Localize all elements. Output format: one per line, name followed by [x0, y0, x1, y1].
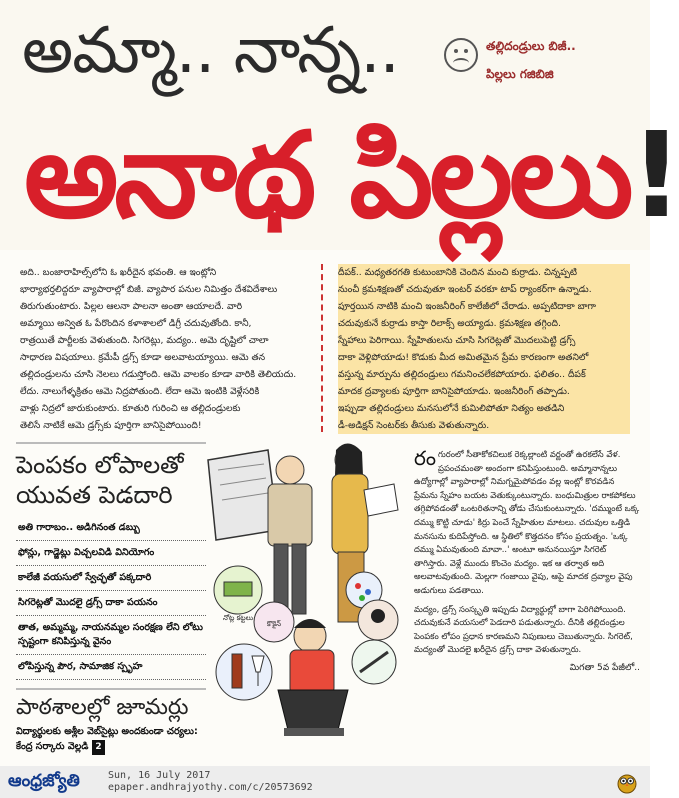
headline-line-1: అమ్మా.. నాన్న..: [22, 14, 399, 88]
intro-line: స్నేహాలు పెరిగాయి. స్నేహితులను చూసి సిగరెట్లతో మొదలుపెట్టి డ్రగ్స్: [338, 332, 630, 349]
headline-tagline: [486, 32, 646, 88]
tagline-line-1: తల్లిదండ్రులు బిజీ..: [486, 39, 576, 53]
narrative-para-2: మద్యం, డ్రగ్స్ సంస్కృతి ఇప్పుడు విద్యార్థుల్లో బాగా పెరిగిపోయింది. చదువుకునే వయసులో పెడదారి పడుతున్నారు. దీనికి తల్లిదండ్రుల పెంపకం లోపం ప్రధాన కారణమని నిపుణులు చెబుతున్నారు. సిగరెట్, మద్యంతో మొదలై ఖరీదైన డ్రగ్స్ దాకా వెళుతున్నారు.: [414, 603, 633, 655]
narrative-para-1: [414, 448, 640, 598]
intro-line: తెలిసే నాటికే ఆమె డ్రగ్స్‌కు పూర్తిగా బానిసైపోయింది!: [20, 420, 202, 431]
main-narrative: [414, 448, 640, 676]
intro-line: సాధారణ విషయాలు. క్రమేపీ డ్రగ్స్ కూడా అలవాటయ్యాయి. ఆమె తన: [20, 352, 266, 363]
schools-summary: [16, 724, 206, 755]
intro-line: నుంచీ క్రమశిక్షణతో చదువుతూ ఇంటర్ వరకూ టాప్ ర్యాంకర్‌గా ఉన్నాడు.: [338, 281, 630, 298]
intro-line: వాళ్లు నిద్రలో జారుకుంటారు. కూతురి గురించి ఆ తల్లిదండ్రులకు: [20, 403, 241, 414]
column-divider: [321, 264, 323, 432]
headline-banner: [0, 0, 679, 250]
sad-face-icon: [444, 38, 478, 72]
intro-right-column: [338, 264, 630, 434]
page-ref-badge[interactable]: 2: [92, 740, 104, 755]
alcohol-bubble: [216, 644, 272, 700]
intro-line: పూర్తయిన నాటికి మంచి ఇంజనీరింగ్ కాలేజీలో చేరాడు. అప్పటిదాకా బాగా: [338, 298, 630, 315]
sidebox-bullet: లోపిస్తున్న పౌర, సామాజిక స్పృహ: [16, 655, 206, 680]
continued-note[interactable]: మిగతా 5వ పేజీలో..: [569, 662, 640, 673]
intro-line: అది.. బంజారాహిల్స్‌లోని ఓ ఖరీదైన భవంతి. ఆ ఇంట్లోని: [20, 267, 217, 278]
headline-line-2: [24, 106, 679, 244]
schools-heading: పాఠశాలల్లో జూమర్లు: [16, 688, 206, 722]
intro-line: తిరుగుతుంటారు. పిల్లల ఆలనా పాలనా అంతా ఆయాలదే. వారి: [20, 301, 243, 312]
owl-mascot-icon: [616, 770, 638, 794]
intro-line: వస్తున్న మార్పును తల్లిదండ్రులు గమనించలేకపోయారు. ఫలితం.. దీపక్: [338, 366, 630, 383]
cocaine-bubble: [254, 602, 294, 642]
money-bubble: [214, 566, 262, 623]
intro-left-column: [20, 264, 310, 434]
headline-exclamation: !: [629, 106, 679, 244]
headline-main-text: అనాథ పిల్లలు: [24, 106, 630, 244]
syringe-bubble: [352, 640, 396, 684]
edition-meta: [108, 770, 313, 794]
intro-line: రాత్రయితే పార్టీలకు వెళుతుంది. సిగరెట్లు, మద్యం.. అమె దృష్టిలో చాలా: [20, 335, 269, 346]
schools-summary-text: విద్యార్థులకు అశ్లీల వెబ్‌సైట్లు అందకుండా చర్యలు: కేంద్ర సర్కారు వెల్లడి: [16, 726, 198, 752]
drop-cap: రం: [414, 446, 436, 470]
sidebox: [16, 442, 206, 755]
girl-bubble: [358, 600, 398, 640]
intro-line: మాదక ద్రవ్యాలకు పూర్తిగా బానిసైపోయాడు. ఇంజనీరింగ్ తప్పాడు.: [338, 383, 630, 400]
edition-date: Sun, 16 July 2017: [108, 770, 211, 781]
boy-figure: [278, 619, 348, 736]
intro-line: ఇప్పుడా తల్లిదండ్రులు మనసులోనే కుమిలిపోతూ నిత్యం అతడిని: [338, 400, 630, 417]
edition-url[interactable]: epaper.andhrajyothy.com/c/20573692: [108, 782, 313, 793]
sidebox-bullet: కాలేజీ వయసులో స్వేచ్ఛతో పక్కదారి: [16, 566, 206, 591]
intro-line: దాకా వెళ్లిపోయాడు! కొడుకు మీద అమితమైన ప్రేమ కారణంగా అతనిలో: [338, 349, 630, 366]
sidebox-bullet-list: [16, 516, 206, 680]
intro-line: డీ-అడిక్షన్ సెంటర్‌కు తీసుకు వెళుతున్నారు.: [338, 417, 630, 434]
intro-line: దీపక్.. మధ్యతరగతి కుటుంబానికి చెందిన మంచి కుర్రాడు. చిన్నప్పటి: [338, 264, 630, 281]
sidebox-bullet: సిగరెట్లతో మొదలై డ్రగ్స్ దాకా పయనం: [16, 591, 206, 616]
intro-line: అమ్మాయి అన్విత ఓ పేరొందిన కళాశాలలో డిగ్రీ చదువుతోంది. కానీ,: [20, 318, 252, 329]
sidebox-bullet: అతి గారాబం.. అడిగినంత డబ్బు: [16, 516, 206, 541]
narrative-para-1-text: గురంలో సీతాకోకచిలుక రెక్కల్లాంటి వర్ణంతో ఉరకలేసే వేళ. ప్రపంచమంతా అందంగా కనిపిస్తుంటుంది. అమ్మానాన్నలు ఉద్యోగాల్లో వ్యాపారాల్లో నిమగ్నమైపోవడం వల్ల ఇంట్లో కొరవడిన ప్రేమను స్నేహం బయట వెతుక్కుంటున్నారు. బంధుమిత్రుల రాకపోకలు తగ్గిపోవడంతో ఒంటరితనాన్ని తోడు చేసుకుంటున్నారు. 'దమ్ముంటే ఒక్క దమ్ము కొట్టి చూడు' కిర్రు పెంచే స్నేహితుల మాటలు. చదువుల ఒత్తిడి మనసును కుదిపేస్తోంది. ఆ స్థితిలో కొత్తదనం కోసం ప్రయత్నం. 'ఒక్క దమ్ము ఏమవుతుంది మావా..' అంటూ అనునయిస్తూ సిగరెట్ తాగిస్తారు. వెళ్లే ముందు కొంచెం మద్యం. ఇక ఆ తర్వాత అది అలవాటవుతుంది. మెల్లగా గంజాయి వైపు, ఆపై మాదక ద్రవ్యాల వైపు అడుగులు పడతాయి.: [414, 449, 640, 595]
intro-line: లేదు. నాలుగేళ్ళక్రితం ఆమె నిద్రపోతుంది. లేదా ఆమె ఇంటికి వెళ్లేసరికి: [20, 386, 260, 397]
money-label: నోట్ల కట్టలు: [222, 614, 254, 622]
cartoon-illustration: [198, 440, 418, 760]
intro-line: చదువుకునే కుర్రాడు కాస్తా రిలాక్స్ అయ్యాడు. క్రమశిక్షణ తగ్గింది.: [338, 315, 630, 332]
intro-line: భార్యాభర్తలిద్దరూ వ్యాపారాల్లో బిజీ. వ్యాపార పనుల నిమిత్తం దేశవిదేశాలు: [20, 284, 278, 295]
sidebox-bullet: ఫోన్లు, గాడ్జెట్లు విచ్చలవిడి వినియోగం: [16, 541, 206, 566]
cocaine-label: కొకైన్: [266, 620, 282, 628]
sidebox-heading: పెంపకం లోపాలతో యువత పెడదారి: [16, 442, 206, 510]
sidebox-bullet: తాత, అమ్మమ్మ, నాయనమ్మల సంరక్షణ లేని లోటు స్పష్టంగా కనిపిస్తున్న వైనం: [16, 616, 206, 655]
intro-section: [0, 258, 650, 440]
tagline-line-2: పిల్లలు గజిబిజి: [486, 67, 554, 81]
brand-logo[interactable]: ఆంధ్రజ్యోతి: [8, 771, 80, 791]
intro-line: తల్లిదండ్రులను చూసి నెలలు గడుస్తోంది. ఆమె వాలకం కూడా వారికి తెలియదు.: [20, 369, 297, 380]
footer-bar: [0, 766, 650, 798]
